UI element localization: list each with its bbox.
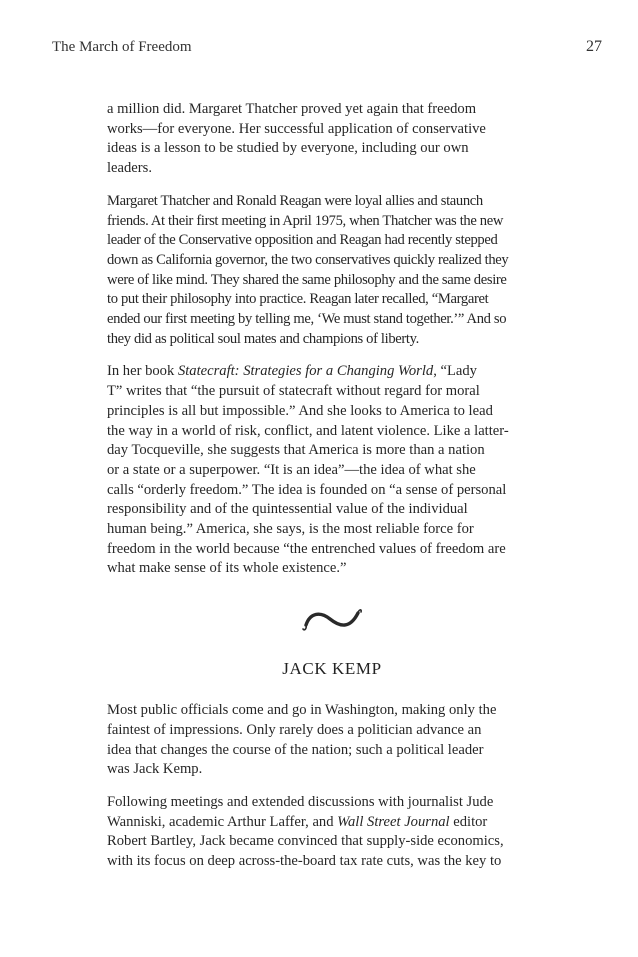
section-ornament — [107, 603, 557, 643]
text-line: human being.” America, she says, is the most reliable force for — [107, 521, 474, 538]
text-line: Robert Bartley, Jack became convinced that supply-side economics, — [107, 833, 504, 850]
book-title-italic: Statecraft: Strategies for a Changing World — [177, 363, 434, 380]
body-text — [107, 100, 557, 885]
text-line — [107, 362, 557, 382]
text-line: Margaret Thatcher and Ronald Reagan were loyal allies and staunch — [107, 192, 483, 209]
text-line: Most public officials come and go in Washington, making only the — [107, 702, 497, 719]
text-line: idea that changes the course of the nation; such a political leader — [107, 741, 484, 758]
text-line: what make sense of its whole existence.” — [107, 560, 347, 577]
text-line: friends. At their first meeting in April 1975, when Thatcher was the new — [107, 212, 504, 229]
text-line: Following meetings and extended discussions with journalist Jude — [107, 793, 494, 810]
text-fragment: , “Lady — [433, 363, 477, 380]
text-line: were of like mind. They shared the same philosophy and the same desire — [107, 271, 507, 288]
text-line: with its focus on deep across-the-board tax rate cuts, was the key to — [107, 853, 502, 870]
text-fragment: editor — [449, 813, 488, 830]
text-line: ideas is a lesson to be studied by everyone, including our own — [107, 140, 469, 157]
text-line: was Jack Kemp. — [107, 761, 203, 778]
text-line: works—for everyone. Her successful application of conservative — [107, 120, 486, 137]
text-fragment: In her book — [107, 363, 178, 380]
publication-title-italic: Wall Street Journal — [337, 813, 450, 830]
text-line: down as California governor, the two conservatives quickly realized they — [107, 251, 509, 268]
text-line: T” writes that “the pursuit of statecraft without regard for moral — [107, 383, 480, 400]
text-line: responsibility and of the quintessential value of the individual — [107, 501, 468, 518]
text-line: ended our first meeting by telling me, ‘We must stand together.’” And so — [107, 311, 507, 328]
paragraph-thatcher-reagan — [107, 192, 557, 350]
text-line: leaders. — [107, 160, 152, 177]
text-line: the way in a world of risk, conflict, and latent violence. Like a latter- — [107, 422, 509, 439]
text-line: principles is all but impossible.” And she looks to America to lead — [107, 402, 493, 419]
page-number: 27 — [586, 38, 602, 55]
book-title: The March of Freedom — [52, 39, 192, 55]
text-line: day Tocqueville, she suggests that America is more than a nation — [107, 442, 485, 459]
paragraph-thatcher-conclusion — [107, 100, 557, 179]
section-heading: JACK KEMP — [282, 659, 382, 679]
paragraph-kemp-supply-side — [107, 793, 557, 872]
text-line: calls “orderly freedom.” The idea is founded on “a sense of personal — [107, 481, 507, 498]
text-line: faintest of impressions. Only rarely does a politician advance an — [107, 721, 482, 738]
paragraph-kemp-intro — [107, 701, 557, 780]
text-line — [107, 813, 557, 833]
text-line: leader of the Conservative opposition and Reagan had recently stepped — [107, 232, 498, 249]
text-line: freedom in the world because “the entrenched values of freedom are — [107, 540, 506, 557]
running-header — [52, 38, 602, 56]
text-line: a million did. Margaret Thatcher proved yet again that freedom — [107, 101, 477, 117]
swash-tilde-ornament-icon — [300, 603, 364, 637]
text-fragment: Wanniski, academic Arthur Laffer, and — [107, 813, 338, 830]
text-line: they did as political soul mates and champions of liberty. — [107, 330, 419, 347]
text-line: or a state or a superpower. “It is an idea”—the idea of what she — [107, 461, 476, 478]
paragraph-statecraft — [107, 362, 557, 579]
text-line: to put their philosophy into practice. Reagan later recalled, “Margaret — [107, 291, 489, 308]
